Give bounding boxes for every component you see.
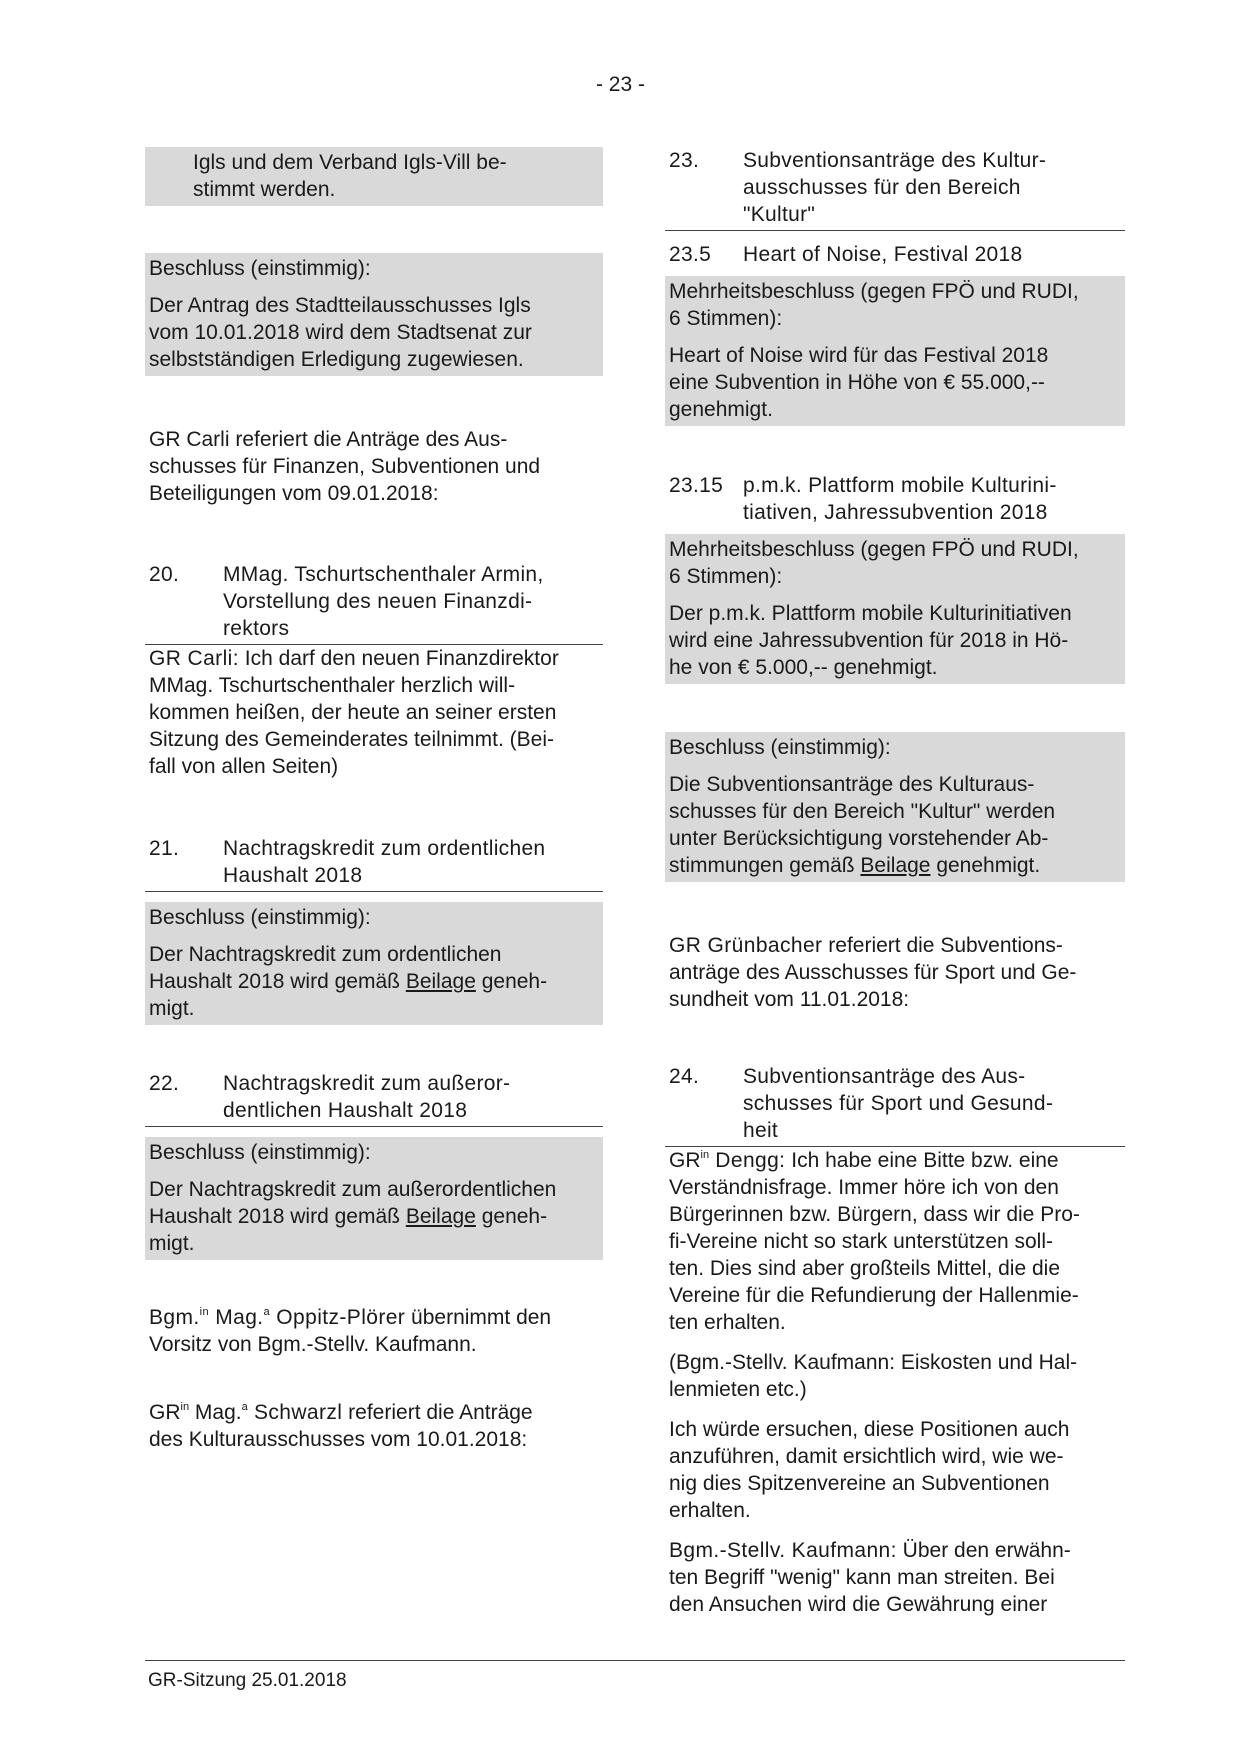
resolution-label: Mehrheitsbeschluss (gegen FPÖ und RUDI, <box>669 280 1079 303</box>
request-paragraph <box>665 1416 1125 1524</box>
superscript: in <box>180 1401 190 1413</box>
resolution-block-kultur <box>665 732 1125 882</box>
text-line: sundheit vom 11.01.2018: <box>669 988 910 1011</box>
title-line: Nachtragskredit zum ordentlichen <box>223 837 546 860</box>
text-fragment: Haushalt 2018 wird gemäß <box>149 1205 406 1228</box>
item-title: Heart of Noise, Festival 2018 <box>743 243 1023 266</box>
text-fragment: Haushalt 2018 wird gemäß <box>149 970 406 993</box>
title-line: Nachtragskredit zum außeror- <box>223 1072 511 1095</box>
title-line: Haushalt 2018 <box>223 864 363 887</box>
text-line: wird eine Jahressubvention für 2018 in Hö- <box>669 629 1069 652</box>
item-number: 23. <box>669 149 700 172</box>
title-line: tiativen, Jahressubvention 2018 <box>743 501 1048 524</box>
resolution-label: Mehrheitsbeschluss (gegen FPÖ und RUDI, <box>669 538 1079 561</box>
text-fragment: genehmigt. <box>930 854 1041 877</box>
text-fragment: Bgm. <box>149 1306 200 1329</box>
text-line: Der Antrag des Stadtteilausschusses Igls <box>149 294 531 317</box>
resolution-block-item-21 <box>145 902 603 1025</box>
title-line: Subventionsanträge des Aus- <box>743 1065 1026 1088</box>
text-line: Heart of Noise wird für das Festival 2018 <box>669 344 1049 367</box>
carli-speech-paragraph <box>145 645 603 780</box>
agenda-item-23-5-heading <box>665 241 1125 270</box>
title-line: Vorstellung des neuen Finanzdi- <box>223 590 533 613</box>
text-fragment: GR <box>149 1401 181 1424</box>
text-line: migt. <box>149 997 195 1020</box>
resolution-block-igls <box>145 253 603 376</box>
text-line: ten Begriff "wenig" kann man streiten. Bei <box>669 1566 1055 1589</box>
title-line: ausschusses für den Bereich <box>743 176 1021 199</box>
item-number: 22. <box>149 1072 180 1095</box>
text-line: anzuführen, damit ersichtlich wird, wie we- <box>669 1445 1064 1468</box>
text-line: anträge des Ausschusses für Sport und Ge- <box>669 961 1077 984</box>
text-line <box>149 968 599 995</box>
superscript: in <box>199 1306 209 1318</box>
text-line: kommen heißen, der heute an seiner ersten <box>149 701 557 724</box>
title-line: dentlichen Haushalt 2018 <box>223 1099 468 1122</box>
text-fragment: stimmungen gemäß <box>669 854 861 877</box>
text-line: nig dies Spitzenvereine an Subventionen <box>669 1472 1050 1495</box>
title-line: schusses für Sport und Gesund- <box>743 1092 1054 1115</box>
item-number: 23.5 <box>669 243 712 266</box>
text-line: genehmigt. <box>669 398 773 421</box>
text-fragment: übernimmt den <box>405 1306 552 1329</box>
carli-intro-paragraph <box>145 426 603 507</box>
text-line: Vorsitz von Bgm.-Stellv. Kaufmann. <box>149 1333 477 1356</box>
text-line: den Ansuchen wird die Gewährung einer <box>669 1593 1048 1616</box>
text-line: Sitzung des Gemeinderates teilnimmt. (Bei- <box>149 728 554 751</box>
text-line: Ich würde ersuchen, diese Positionen auch <box>669 1418 1070 1441</box>
text-line: unter Berücksichtigung vorstehender Ab- <box>669 827 1049 850</box>
text-line: stimmt werden. <box>193 178 336 201</box>
text-line: Vereine für die Refundierung der Hallenmie- <box>669 1284 1079 1307</box>
text-line: Igls und dem Verband Igls-Vill be- <box>193 151 507 174</box>
text-line: Ich darf den neuen Finanzdirektor <box>238 647 559 670</box>
text-line: Die Subventionsanträge des Kulturaus- <box>669 773 1035 796</box>
schwarzl-intro-paragraph <box>145 1399 603 1453</box>
text-line: Der Nachtragskredit zum außerordentlichen <box>149 1178 557 1201</box>
resolution-label: Beschluss (einstimmig): <box>149 257 371 280</box>
text-line: migt. <box>149 1232 195 1255</box>
resolution-block-item-23-15 <box>665 534 1125 684</box>
text-line: erhalten. <box>669 1499 751 1522</box>
dengg-speech-paragraph <box>665 1147 1125 1336</box>
agenda-item-23-15-heading <box>665 472 1125 528</box>
continued-resolution-text <box>145 147 603 206</box>
agenda-item-24-heading <box>665 1063 1125 1147</box>
chair-change-paragraph <box>145 1304 603 1358</box>
resolution-label: Beschluss (einstimmig): <box>149 906 371 929</box>
agenda-item-23-heading <box>665 147 1125 231</box>
beilage-link[interactable]: Beilage <box>405 970 476 993</box>
speaker-title <box>149 1401 342 1424</box>
item-number: 24. <box>669 1065 700 1088</box>
text-fragment: geneh- <box>475 970 548 993</box>
title-line: heit <box>743 1119 779 1142</box>
speaker-title <box>149 1306 405 1329</box>
item-title <box>743 1063 1121 1144</box>
text-line: ten. Dies sind aber großteils Mittel, die die <box>669 1257 1061 1280</box>
agenda-item-21-heading <box>145 835 603 892</box>
item-title <box>223 561 599 642</box>
text-line: Der Nachtragskredit zum ordentlichen <box>149 943 502 966</box>
text-fragment: Ich habe eine Bitte bzw. eine <box>785 1149 1059 1172</box>
text-fragment: GR <box>669 1149 701 1172</box>
speaker-name: Schwarzl <box>247 1401 343 1424</box>
text-line <box>149 1203 599 1230</box>
resolution-label: Beschluss (einstimmig): <box>669 736 891 759</box>
text-line: ten erhalten. <box>669 1311 786 1334</box>
speaker-name: GR Carli: <box>149 647 239 670</box>
gruenbacher-intro-paragraph <box>665 932 1125 1013</box>
text-line <box>669 852 1121 879</box>
text-line: schusses für den Bereich "Kultur" werden <box>669 800 1056 823</box>
title-line: rektors <box>223 617 290 640</box>
text-fragment: referiert die Anträge <box>342 1401 533 1424</box>
text-line: lenmieten etc.) <box>669 1378 807 1401</box>
footer-text: GR-Sitzung 25.01.2018 <box>148 1670 347 1691</box>
speaker-name: Oppitz-Plörer <box>270 1306 406 1329</box>
agenda-item-22-heading <box>145 1070 603 1127</box>
text-line: Beteiligungen vom 09.01.2018: <box>149 482 439 505</box>
item-title <box>743 147 1121 228</box>
text-fragment: referiert die Subventions- <box>822 934 1063 957</box>
speaker-name: Bgm.-Stellv. Kaufmann: <box>669 1539 897 1562</box>
kaufmann-speech-paragraph <box>665 1537 1125 1618</box>
agenda-item-20-heading <box>145 561 603 645</box>
text-fragment: geneh- <box>475 1205 548 1228</box>
item-title <box>223 835 599 889</box>
text-line: fi-Vereine nicht so stark unterstützen soll- <box>669 1230 1054 1253</box>
title-line: MMag. Tschurtschenthaler Armin, <box>223 563 544 586</box>
resolution-block-item-23-5 <box>665 276 1125 426</box>
beilage-link[interactable]: Beilage <box>405 1205 476 1228</box>
text-line: fall von allen Seiten) <box>149 755 339 778</box>
text-line: schusses für Finanzen, Subventionen und <box>149 455 541 478</box>
speaker-name: GR Grünbacher <box>669 934 823 957</box>
text-fragment: Mag. <box>189 1401 242 1424</box>
superscript: a <box>241 1401 248 1413</box>
text-line: eine Subvention in Höhe von € 55.000,-- <box>669 371 1045 394</box>
text-line: MMag. Tschurtschenthaler herzlich will- <box>149 674 516 697</box>
page-number: - 23 - <box>595 73 645 96</box>
item-title <box>743 472 1121 526</box>
beilage-link[interactable]: Beilage <box>860 854 931 877</box>
text-fragment: Über den erwähn- <box>896 1539 1071 1562</box>
left-column <box>145 147 603 1453</box>
text-line: GR Carli referiert die Anträge des Aus- <box>149 428 508 451</box>
text-line: he von € 5.000,-- genehmigt. <box>669 656 938 679</box>
text-line: vom 10.01.2018 wird dem Stadtsenat zur <box>149 321 532 344</box>
item-title <box>223 1070 599 1124</box>
resolution-label: Beschluss (einstimmig): <box>149 1141 371 1164</box>
text-line: (Bgm.-Stellv. Kaufmann: Eiskosten und Hal- <box>669 1351 1078 1374</box>
title-line: "Kultur" <box>743 203 816 226</box>
item-number: 21. <box>149 837 180 860</box>
right-column <box>665 147 1125 1618</box>
speaker-name: Dengg: <box>709 1149 786 1172</box>
title-line: p.m.k. Plattform mobile Kulturini- <box>743 474 1057 497</box>
text-line: Der p.m.k. Plattform mobile Kulturinitiativen <box>669 602 1072 625</box>
text-line: selbstständigen Erledigung zugewiesen. <box>149 348 524 371</box>
title-line: Subventionsanträge des Kultur- <box>743 149 1047 172</box>
text-fragment: Mag. <box>209 1306 264 1329</box>
text-line: Verständnisfrage. Immer höre ich von den <box>669 1176 1059 1199</box>
text-line: Bürgerinnen bzw. Bürgern, dass wir die Pro- <box>669 1203 1080 1226</box>
item-number: 23.15 <box>669 474 724 497</box>
resolution-label: 6 Stimmen): <box>669 565 783 588</box>
text-line: des Kulturausschusses vom 10.01.2018: <box>149 1428 528 1451</box>
item-number: 20. <box>149 563 180 586</box>
resolution-block-item-22 <box>145 1137 603 1260</box>
superscript: a <box>263 1306 271 1318</box>
interjection-paragraph <box>665 1349 1125 1403</box>
superscript: in <box>700 1149 710 1161</box>
resolution-label: 6 Stimmen): <box>669 307 783 330</box>
footer-divider <box>145 1660 1125 1661</box>
